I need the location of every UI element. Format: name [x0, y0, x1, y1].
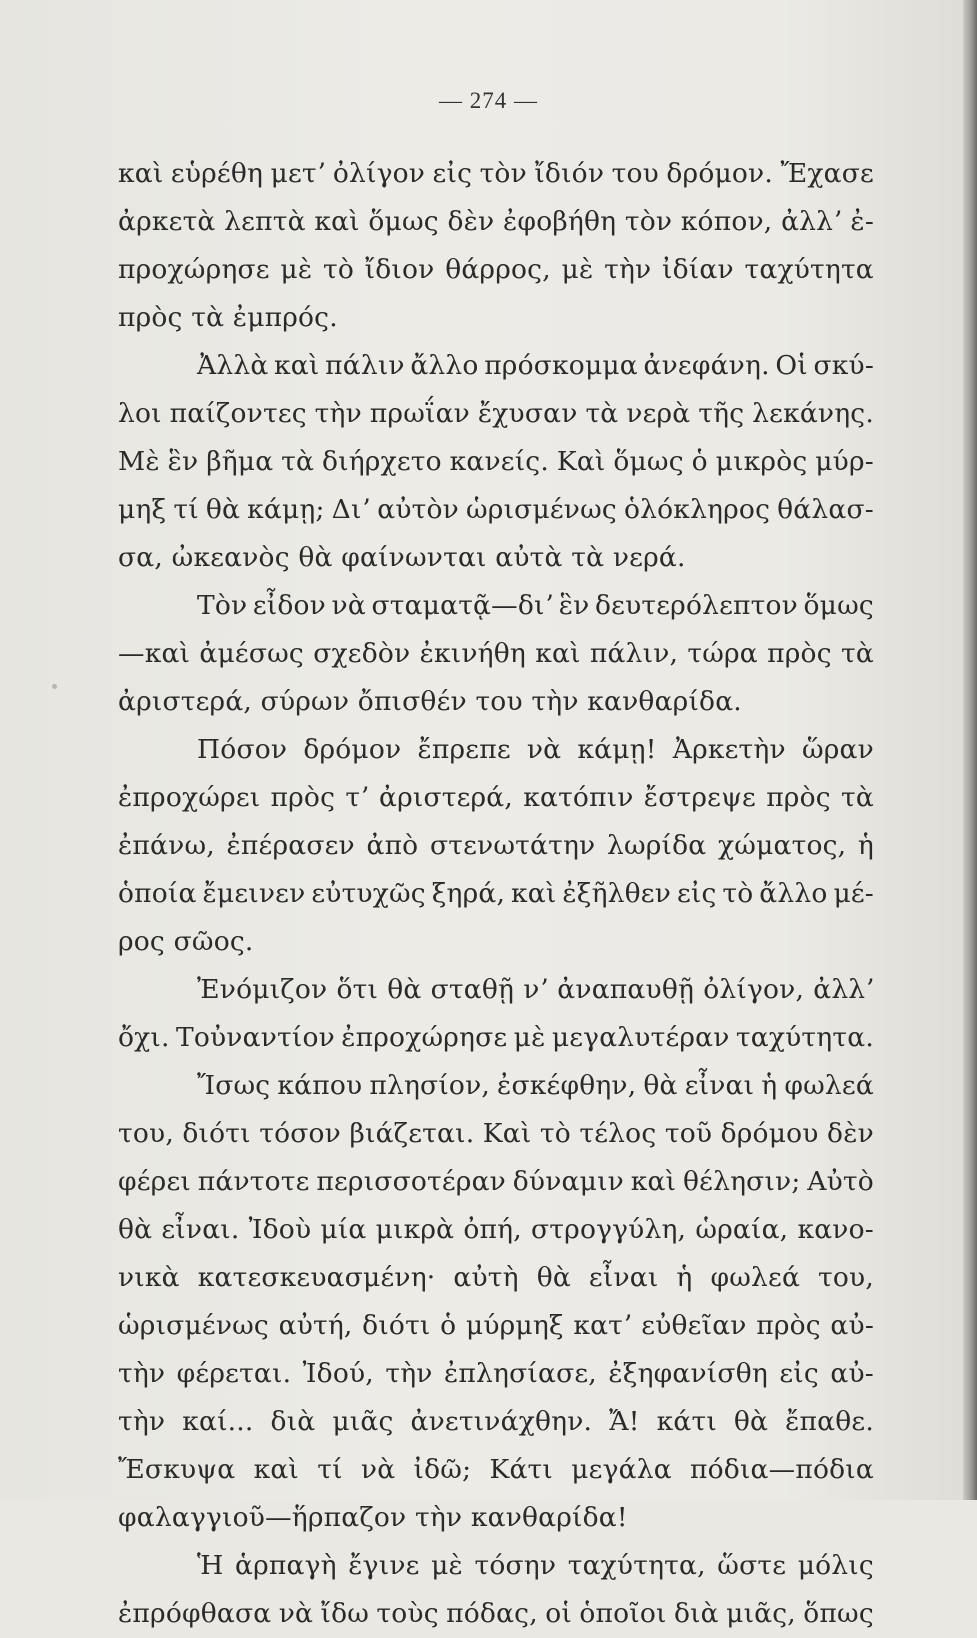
word: εἰς — [779, 1358, 819, 1389]
word: τώρα — [687, 638, 758, 669]
word: ὡρισμένως — [465, 494, 617, 525]
word: ἐ- — [850, 206, 874, 237]
text-line — [118, 198, 874, 246]
text-line — [118, 1014, 874, 1062]
word: καὶ — [314, 206, 360, 237]
word: κάπου — [277, 1070, 363, 1101]
word: εἰς — [676, 878, 717, 909]
word: Τοὐναντίον — [175, 1022, 335, 1053]
word: Ἐνόμιζον — [197, 974, 328, 1005]
word: κατόπιν — [523, 782, 634, 813]
word: προχώρησε — [118, 254, 270, 285]
word: του, — [118, 1118, 174, 1149]
word: βιάζεται. — [349, 1118, 475, 1149]
word: μιᾶς, — [726, 1598, 796, 1629]
text-line — [118, 486, 874, 534]
word: εὑρέθη — [170, 158, 264, 189]
word: μεγάλα — [571, 1454, 672, 1485]
word: Καὶ — [482, 1118, 532, 1149]
word: δὲν — [447, 206, 495, 237]
word: καί... — [182, 1406, 254, 1437]
word: τὸν — [624, 206, 673, 237]
word: δρόμον. — [666, 158, 773, 189]
word: διήρχετο — [321, 446, 442, 477]
word: τί — [173, 494, 199, 525]
word: δύναμιν — [512, 1166, 624, 1197]
word: μὲ — [431, 1550, 463, 1581]
word: καὶ — [253, 1454, 300, 1485]
text-line: πρὸς τὰ ἐμπρός. — [118, 302, 338, 333]
word: ἀρκετὰ — [118, 206, 216, 237]
word: αὐτή, — [278, 1310, 353, 1341]
word: πόδια—πόδια — [690, 1454, 874, 1485]
word: μικρὰ — [375, 1214, 455, 1245]
word: διότι — [362, 1310, 431, 1341]
word: ἐπλησίασε, — [444, 1358, 597, 1389]
word: δρόμου — [720, 1118, 819, 1149]
word: λοι — [118, 398, 162, 429]
word: Τὸν — [197, 590, 248, 621]
text-line — [118, 774, 874, 822]
text-line — [118, 1062, 874, 1110]
word: παίζοντες — [169, 398, 307, 429]
word: διὰ — [270, 1406, 316, 1437]
word: Οἱ — [775, 350, 808, 381]
word: σταθῇ — [430, 974, 515, 1005]
word: ἀριστερά, — [378, 782, 514, 813]
word: ἔπρεπε — [417, 734, 511, 765]
text-line — [118, 342, 874, 390]
word: νὰ — [526, 734, 562, 765]
word: πρὸς — [766, 782, 831, 813]
word: τὴν — [118, 1406, 166, 1437]
word: θὰ — [643, 1070, 678, 1101]
word: μία — [320, 1214, 367, 1245]
text-line — [118, 630, 874, 678]
word: ἐσκέφθην, — [497, 1070, 637, 1101]
word: καὶ — [535, 638, 581, 669]
word: ὁποῖοι — [579, 1598, 667, 1629]
word: τοὺς — [376, 1598, 439, 1629]
word: οἱ — [545, 1598, 572, 1629]
word: ἴδιόν — [534, 158, 605, 189]
word: ἐξῆλθεν — [562, 878, 672, 909]
text-line — [118, 726, 874, 774]
word: τὸν — [479, 158, 527, 189]
word: ἓν — [558, 590, 590, 621]
word: πλησίον, — [369, 1070, 491, 1101]
word: καὶ — [630, 1166, 677, 1197]
word: ὁ — [691, 446, 708, 477]
word: αὐ- — [830, 1310, 874, 1341]
word: εἰς — [432, 158, 473, 189]
word: μέ- — [833, 878, 874, 909]
word: κατεσκευασμένη· — [197, 1262, 436, 1293]
word: ἁρπαγὴ — [235, 1550, 337, 1581]
word: τὸ — [322, 254, 354, 285]
word: ἀναπαυθῇ — [557, 974, 695, 1005]
word: εἶδον — [252, 590, 326, 621]
word: Κάτι — [489, 1454, 553, 1485]
word: του, — [818, 1262, 874, 1293]
word: ἀμέσως — [199, 638, 304, 669]
word: Ἔχασε — [780, 158, 874, 189]
word: θέλησιν; — [683, 1166, 801, 1197]
word: εἶναι. — [161, 1214, 240, 1245]
word: κόπον, — [680, 206, 773, 237]
word: φωλεά — [710, 1262, 801, 1293]
word: τὴν — [604, 254, 652, 285]
word: μὲ — [561, 254, 594, 285]
word: μὲ — [513, 1022, 546, 1053]
word: καὶ — [274, 350, 320, 381]
word: ἐφοβήθη — [503, 206, 617, 237]
word: τὸ — [539, 1118, 571, 1149]
word: τὰ — [585, 398, 619, 429]
text-line — [118, 246, 874, 294]
word: μὲ — [280, 254, 313, 285]
page-edge-shadow — [963, 0, 977, 1500]
word: ἰδίαν — [662, 254, 734, 285]
word: θὰ — [118, 1214, 153, 1245]
word: καὶ — [118, 158, 164, 189]
text-line — [118, 822, 874, 870]
word: τὴν — [314, 398, 362, 429]
word: Καὶ — [556, 446, 606, 477]
word: τὰ — [840, 782, 874, 813]
word: ἡ — [857, 830, 874, 861]
word: ὀλίγον, — [703, 974, 805, 1005]
word: ἐκινήθη — [419, 638, 526, 669]
word: ἰδῶ; — [413, 1454, 472, 1485]
text-line — [118, 1542, 874, 1590]
text-line — [118, 150, 874, 198]
word: Ἄ! — [609, 1406, 640, 1437]
word: ὅτι — [336, 974, 379, 1005]
word: ἐπροχώρει — [118, 782, 261, 813]
word: ἄλλο — [759, 878, 828, 909]
word: εἶναι — [684, 1070, 755, 1101]
word: Διʼ — [331, 494, 371, 525]
word: νερὰ — [626, 398, 691, 429]
word: κανείς. — [449, 446, 549, 477]
word: τί — [317, 1454, 343, 1485]
word: κατʼ — [573, 1310, 632, 1341]
word: —καὶ — [118, 638, 191, 669]
word: τὴν — [118, 1358, 166, 1389]
word: Αὐτὸ — [807, 1166, 874, 1197]
word: θὰ — [205, 494, 241, 525]
word: ὡρισμένως — [118, 1310, 269, 1341]
word: σκύ- — [813, 350, 874, 381]
word: πρὸς — [756, 1310, 821, 1341]
word: Ἡ — [197, 1550, 224, 1581]
word: αὐτὸν — [377, 494, 459, 525]
word: ἔστρεψε — [643, 782, 756, 813]
word: νὰ — [360, 1454, 396, 1485]
word: εὐτυχῶς — [311, 878, 426, 909]
word: ἴδιον — [364, 254, 435, 285]
word: ἴδω — [320, 1598, 370, 1629]
word: Πόσον — [197, 734, 288, 765]
word: ὡραία, — [695, 1214, 789, 1245]
word: ἔμεινεν — [202, 878, 306, 909]
word: μικρὸς — [715, 446, 808, 477]
word: κανο- — [797, 1214, 874, 1245]
word: πρὸς — [270, 782, 336, 813]
word: πόδας, — [446, 1598, 538, 1629]
word: τόσον — [259, 1118, 341, 1149]
word: ἔπαθε. — [785, 1406, 874, 1437]
word: ἐπάνω, — [118, 830, 215, 861]
word: λεπτὰ — [224, 206, 306, 237]
text-line: ρος σῶος. — [118, 926, 254, 957]
text-line — [118, 1350, 874, 1398]
word: νὰ — [278, 1598, 314, 1629]
word: διὰ — [673, 1598, 719, 1629]
word: τῆς — [698, 398, 745, 429]
word: μύρ- — [815, 446, 874, 477]
word: κάμῃ; — [247, 494, 325, 525]
word: ἔχυσαν — [477, 398, 578, 429]
word: μετʼ — [270, 158, 326, 189]
text-line — [118, 1254, 874, 1302]
word: ὀλίγον — [332, 158, 426, 189]
word: ἀλλʼ — [781, 206, 842, 237]
word: ἓν — [167, 446, 199, 477]
word: ὅπως — [803, 1598, 874, 1629]
word: στενωτάτην — [429, 830, 596, 861]
word: ξηρά, — [431, 878, 506, 909]
word: λεκάνης. — [752, 398, 874, 429]
word: αὐ- — [830, 1358, 874, 1389]
word: ἔγινε — [348, 1550, 420, 1581]
text-line — [118, 870, 874, 918]
word: ὀπή, — [463, 1214, 522, 1245]
word: νʼ — [523, 974, 549, 1005]
text-line — [118, 966, 874, 1014]
word: σχεδὸν — [313, 638, 411, 669]
word: θάλασ- — [777, 494, 874, 525]
word: ταχύτητα. — [735, 1022, 874, 1053]
word: μιᾶς — [332, 1406, 394, 1437]
word: ἐπροχώρησε — [341, 1022, 508, 1053]
word: εἶναι — [588, 1262, 659, 1293]
word: Μὲ — [118, 446, 160, 477]
text-line: ἀριστερά, σύρων ὄπισθέν του τὴν κανθαρίδα. — [118, 686, 742, 717]
word: περισσοτέραν — [316, 1166, 506, 1197]
word: σταματᾷ—διʼ — [371, 590, 554, 621]
word: νὰ — [331, 590, 366, 621]
word: φέρεται. — [176, 1358, 292, 1389]
text-line — [118, 1302, 874, 1350]
word: ἡ — [761, 1070, 778, 1101]
word: ὅμως — [368, 206, 439, 237]
word: νικὰ — [118, 1262, 180, 1293]
word: μηξ — [118, 494, 167, 525]
word: Ἴσως — [197, 1070, 271, 1101]
word: πρὸς — [767, 638, 832, 669]
word: δὲν — [827, 1118, 874, 1149]
text-line — [118, 1110, 874, 1158]
word: θὰ — [733, 1406, 769, 1437]
word: τʼ — [345, 782, 369, 813]
word: δρόμον — [303, 734, 402, 765]
paper-speck — [52, 684, 57, 689]
text-line — [118, 1398, 874, 1446]
word: μεγαλυτέραν — [551, 1022, 730, 1053]
word: πρωΐαν — [369, 398, 470, 429]
text-line: φαλαγγιοῦ—ἥρπαζον τὴν κανθαρίδα! — [118, 1502, 628, 1533]
word: βῆμα — [206, 446, 274, 477]
word: τὸ — [722, 878, 754, 909]
text-line — [118, 1206, 874, 1254]
word: ἄλλο — [410, 350, 479, 381]
word: ἀνεφάνη. — [643, 350, 770, 381]
word: ὁποία — [118, 878, 197, 909]
word: ἡ — [676, 1262, 693, 1293]
word: ὅμως — [803, 590, 874, 621]
word: φωλεά — [784, 1070, 874, 1101]
body-text — [118, 150, 874, 1638]
word: Ἰδοὺ — [248, 1214, 312, 1245]
text-line — [118, 1590, 874, 1638]
word: στρογγύλη, — [531, 1214, 687, 1245]
word: τὴν — [385, 1358, 433, 1389]
word: μόλις — [797, 1550, 874, 1581]
word: ἀπὸ — [366, 830, 419, 861]
text-line — [118, 1446, 874, 1494]
word: Ἰδού, — [302, 1358, 374, 1389]
word: ὁ — [440, 1310, 457, 1341]
word: εὐθεῖαν — [641, 1310, 747, 1341]
word: πρόσκομμα — [484, 350, 638, 381]
word: ταχύτητα, — [567, 1550, 706, 1581]
page-number: — 274 — — [439, 88, 538, 113]
word: Ἔσκυψα — [118, 1454, 236, 1485]
word: θὰ — [536, 1262, 571, 1293]
word: του — [611, 158, 659, 189]
word: τὰ — [281, 446, 315, 477]
text-line — [118, 582, 874, 630]
word: μύρμηξ — [465, 1310, 564, 1341]
word: Ἀλλὰ — [197, 350, 269, 381]
word: ὅμως — [613, 446, 684, 477]
word: κάτι — [656, 1406, 717, 1437]
word: φέρει — [118, 1166, 191, 1197]
word: θὰ — [387, 974, 422, 1005]
word: αὐτὴ — [453, 1262, 519, 1293]
word: ἐπρόφθασα — [118, 1598, 272, 1629]
text-line: σα, ὠκεανὸς θὰ φαίνωνται αὐτὰ τὰ νερά. — [118, 542, 686, 573]
word: θάρρος, — [445, 254, 551, 285]
word: ὄχι. — [118, 1022, 170, 1053]
word: πάλιν — [325, 350, 405, 381]
word: πάλιν, — [589, 638, 679, 669]
word: ἀνετινάχθην. — [410, 1406, 593, 1437]
word: τὰ — [840, 638, 874, 669]
word: χώματος, — [718, 830, 847, 861]
word: ἐπέρασεν — [226, 830, 355, 861]
word: ὁλόκληρος — [624, 494, 771, 525]
word: ὥστε — [717, 1550, 787, 1581]
text-line — [118, 1158, 874, 1206]
text-line — [118, 390, 874, 438]
word: ταχύτητα — [744, 254, 874, 285]
word: τοῦ — [664, 1118, 713, 1149]
word: τόσην — [474, 1550, 557, 1581]
word: δευτερόλεπτον — [595, 590, 798, 621]
word: ἀλλʼ — [813, 974, 874, 1005]
word: τέλος — [579, 1118, 657, 1149]
word: πάντοτε — [197, 1166, 310, 1197]
word: καὶ — [511, 878, 557, 909]
word: λωρίδα — [606, 830, 707, 861]
word: Ἀρκετὴν — [672, 734, 786, 765]
word: ὥραν — [801, 734, 874, 765]
word: κάμῃ! — [577, 734, 657, 765]
word: ἐξηφανίσθη — [608, 1358, 768, 1389]
word: διότι — [182, 1118, 251, 1149]
text-line — [118, 438, 874, 486]
